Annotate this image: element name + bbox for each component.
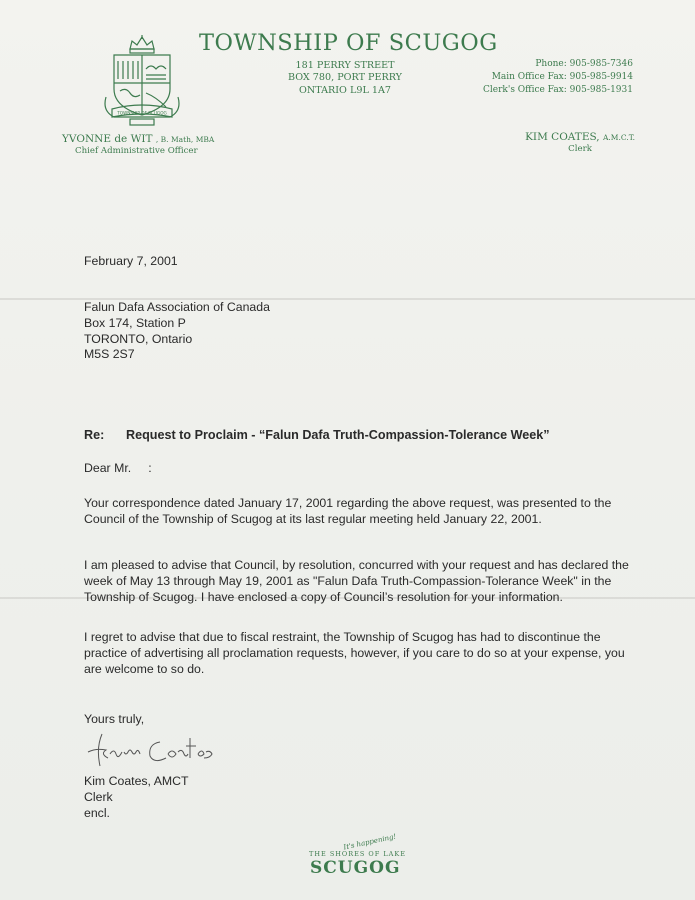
recipient-line: Box 174, Station P [84, 315, 186, 330]
enclosure-note: encl. [84, 805, 110, 820]
contact-numbers [483, 58, 633, 97]
address-line: ONTARIO L9L 1A7 [298, 84, 392, 96]
clerk-name: KIM COATES, [525, 131, 600, 143]
recipient-address [84, 300, 270, 363]
cao-block [62, 133, 214, 156]
phone-number: Phone: 905-985-7346 [535, 59, 633, 69]
recipient-line: M5S 2S7 [84, 347, 135, 362]
signer-block [84, 774, 189, 821]
handwritten-signature [86, 728, 226, 772]
township-title: TOWNSHIP OF SCUGOG [199, 30, 498, 56]
recipient-line: TORONTO, Ontario [84, 331, 193, 346]
footer-line2: SCUGOG [310, 858, 401, 878]
clerk-credentials: A.M.C.T. [602, 133, 635, 142]
letter-date: February 7, 2001 [84, 254, 178, 268]
paragraph: I regret to advise that due to fiscal restraint, the Township of Scugog has had to discontinue the practice of advertising all proclamation requests, however, if you care to do so at your expense, you are welcome to so do. [84, 630, 625, 676]
crest-banner-text: TOWNSHIP OF SCUGOG [117, 110, 167, 116]
cao-name: YVONNE de WIT [62, 133, 153, 145]
subject-line [84, 428, 550, 444]
address-line: BOX 780, PORT PERRY [288, 72, 402, 84]
clerk-block [525, 131, 635, 154]
township-address [270, 60, 420, 97]
footer-line1: THE SHORES OF LAKE [309, 850, 406, 858]
cao-role: Chief Administrative Officer [75, 146, 198, 156]
shores-of-lake-scugog-logo [307, 832, 406, 880]
township-crest-logo [100, 35, 184, 127]
paragraph: I am pleased to advise that Council, by resolution, concurred with your request and has declared the week of May 13 through May 19, 2001 as "Falun Dafa Truth-Compassion-Tolerance Week" in the Township of Scugog. I have enclosed a copy of Council’s resolution for your information. [84, 558, 629, 604]
clerk-role: Clerk [568, 144, 592, 154]
address-line: 181 PERRY STREET [295, 60, 395, 71]
recipient-line: Falun Dafa Association of Canada [84, 300, 270, 314]
subject-label: Re: [84, 428, 105, 442]
clerk-office-fax: Clerk's Office Fax: 905-985-1931 [483, 85, 633, 95]
signer-name: Kim Coates, AMCT [84, 774, 189, 788]
signer-title: Clerk [84, 789, 113, 804]
cao-credentials: , B. Math, MBA [155, 135, 215, 144]
subject-text: Request to Proclaim - “Falun Dafa Truth-Compassion-Tolerance Week” [126, 428, 550, 442]
paragraph: Your correspondence dated January 17, 2001 regarding the above request, was presented to the Council of the Township of Scugog at its last regular meeting held January 22, 2001. [84, 496, 612, 526]
footer-slogan: It's happening! [342, 832, 397, 852]
main-office-fax: Main Office Fax: 905-985-9914 [491, 72, 633, 82]
closing: Yours truly, [84, 712, 145, 726]
salutation: Dear Mr. : [84, 461, 152, 475]
